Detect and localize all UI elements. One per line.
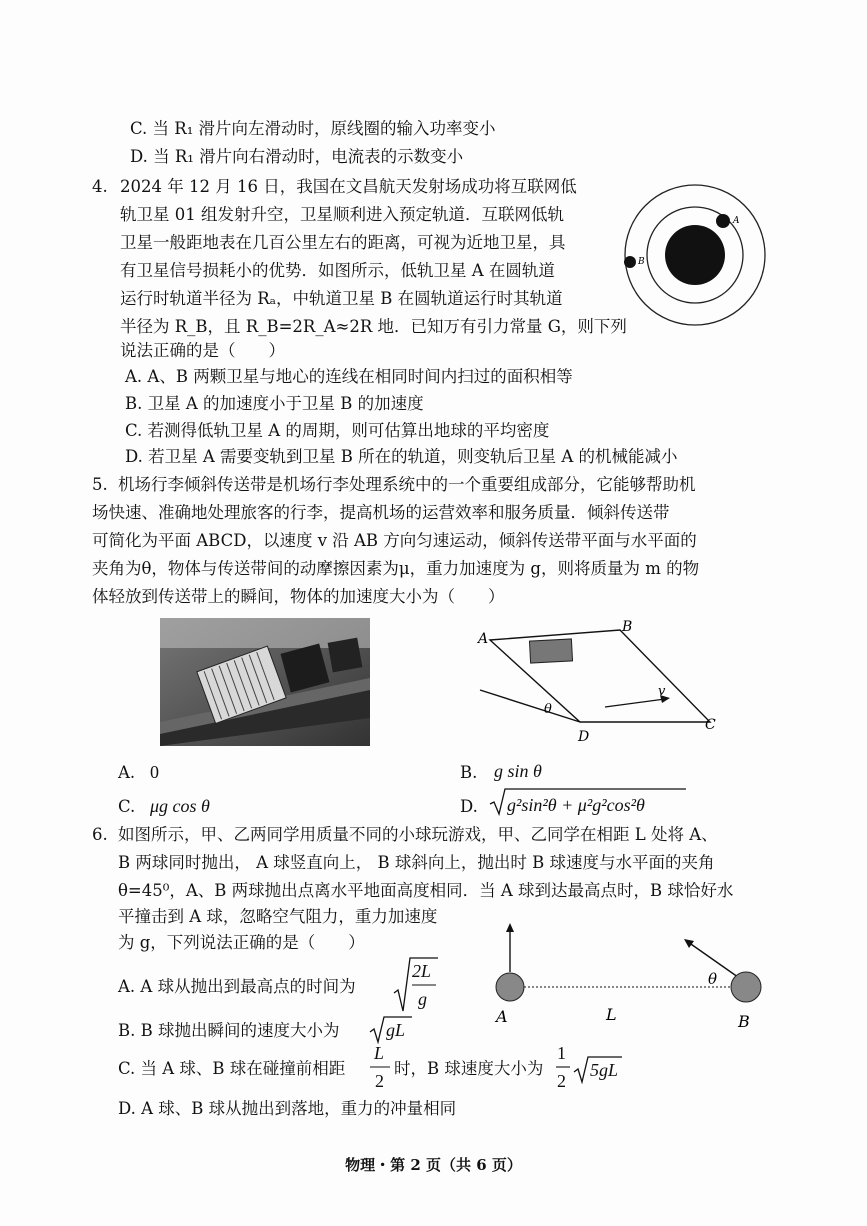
velocity-arrow [605,699,665,707]
q4-line-3: 卫星一般距地表在几百公里左右的距离，可视为近地卫星，具 [120,233,566,252]
q5-line-3: 可简化为平面 ABCD，以速度 v 沿 AB 方向匀速运动，倾斜传送带平面与水平面的 [92,531,697,550]
prev-option-c: C. 当 R₁ 滑片向左滑动时，原线圈的输入功率变小 [130,119,496,138]
q4-option-c: C. 若测得低轨卫星 A 的周期，则可估算出地球的平均密度 [125,421,550,440]
label-theta: θ [708,970,718,988]
q4-option-a: A. A、B 两颗卫星与地心的连线在相同时间内扫过的面积相等 [125,367,573,386]
q6-option-b-radicand: gL [386,1020,406,1040]
label-ball-b: B [738,1012,750,1031]
q4-line-7: 说法正确的是（ ） [120,341,285,360]
prev-option-d: D. 当 R₁ 滑片向右滑动时，电流表的示数变小 [130,147,464,166]
q5-line-5: 体轻放到传送带上的瞬间，物体的加速度大小为（ ） [92,587,505,606]
q5-line-2: 场快速、准确地处理旅客的行李，提高机场的运营效率和服务质量．倾斜传送带 [92,503,670,522]
luggage-box [529,639,572,663]
conveyor-diagram [470,615,730,750]
q4-line-5: 运行时轨道半径为 Rₐ，中轨道卫星 B 在圆轨道运行时其轨道 [120,289,563,308]
angle-theta: θ [544,702,552,717]
point-d: D [578,729,590,745]
label-ball-a: A [496,1007,508,1026]
label-b: B [638,257,645,267]
q6-line-1: 如图所示，甲、乙两同学用质量不同的小球玩游戏，甲、乙同学在相距 L 处将 A、 [118,825,718,844]
q6-option-a-numerator: 2L [412,961,432,981]
q6-line-5: 为 g，下列说法正确的是（ ） [118,933,365,952]
q4-line-4: 有卫星信号损耗小的优势．如图所示，低轨卫星 A 在圆轨道 [120,261,555,280]
q5-option-a-value: 0 [150,762,159,782]
q4-option-b: B. 卫星 A 的加速度小于卫星 B 的加速度 [125,394,424,413]
point-b: B [622,619,633,635]
q5-option-b-label: B. [460,763,478,782]
q5-number: 5. [92,475,108,494]
satellite-a [716,214,730,228]
luggage-photo [160,618,370,746]
q6-option-c-text-2: 时，B 球速度大小为 [394,1059,544,1078]
label-a: A [733,216,740,226]
horizontal-line [480,690,580,722]
earth [665,225,725,285]
q6-option-a-denominator: g [418,989,427,1009]
q4-option-d: D. 若卫星 A 需要变轨到卫星 B 所在的轨道，则变轨后卫星 A 的机械能减小 [125,447,678,466]
q5-line-4: 夹角为θ，物体与传送带间的动摩擦因素为μ，重力加速度为 g，则将质量为 m 的物 [92,559,700,578]
page-footer: 物理・第 2 页（共 6 页） [345,1156,522,1174]
q4-number: 4. [92,177,108,196]
q6-option-a-text: A. A 球从抛出到最高点的时间为 [118,977,356,996]
q6-option-d: D. A 球、B 球从抛出到落地，重力的冲量相同 [118,1099,457,1118]
q6-line-2: B 两球同时抛出， A 球竖直向上， B 球斜向上，抛出时 B 球速度与水平面的夹角 [118,853,715,872]
q6-option-c-coef-den: 2 [557,1071,566,1091]
label-distance-l: L [606,1005,617,1024]
belt-plane [490,630,710,722]
ball-a [496,973,524,1001]
q5-line-1: 机场行李倾斜传送带是机场行李处理系统中的一个重要组成部分，它能够帮助机 [118,475,696,494]
q5-option-d-value: g²sin²θ + μ²g²cos²θ [507,795,645,815]
q6-option-c-denominator: 2 [375,1071,384,1091]
q6-line-4: 平撞击到 A 球，忽略空气阻力，重力加速度 [118,907,438,926]
q6-number: 6. [92,825,108,844]
q6-option-c-coef-num: 1 [557,1043,566,1063]
orbit-diagram [620,182,770,332]
q5-option-b-value: g sin θ [494,761,542,781]
point-c: C [705,717,716,733]
satellite-b [624,256,636,268]
point-a: A [478,631,489,647]
q4-line-2: 轨卫星 01 组发射升空，卫星顺利进入预定轨道．互联网低轨 [120,205,564,224]
q5-option-c-value: μg cos θ [150,796,210,816]
q4-line-6: 半径为 R_B，且 R_B=2R_A≈2R 地．已知万有引力常量 G，则下列 [120,317,627,336]
ball-b [731,972,761,1002]
q5-option-d-label: D. [460,797,478,816]
velocity-label: v [658,684,666,699]
q5-option-a-label: A. [118,763,136,782]
q6-option-c-numerator: L [374,1043,385,1063]
balls-diagram [470,920,780,1035]
q5-option-c-label: C. [118,797,136,816]
q6-option-b-text: B. B 球抛出瞬间的速度大小为 [118,1021,340,1040]
q4-line-1: 2024 年 12 月 16 日，我国在文昌航天发射场成功将互联网低 [120,177,577,196]
q6-line-3: θ=45⁰，A、B 两球抛出点离水平地面高度相同．当 A 球到达最高点时，B 球恰好水 [118,881,734,900]
q6-option-c-radicand: 5gL [590,1060,619,1080]
q6-option-c-text-1: C. 当 A 球、B 球在碰撞前相距 [118,1059,346,1078]
